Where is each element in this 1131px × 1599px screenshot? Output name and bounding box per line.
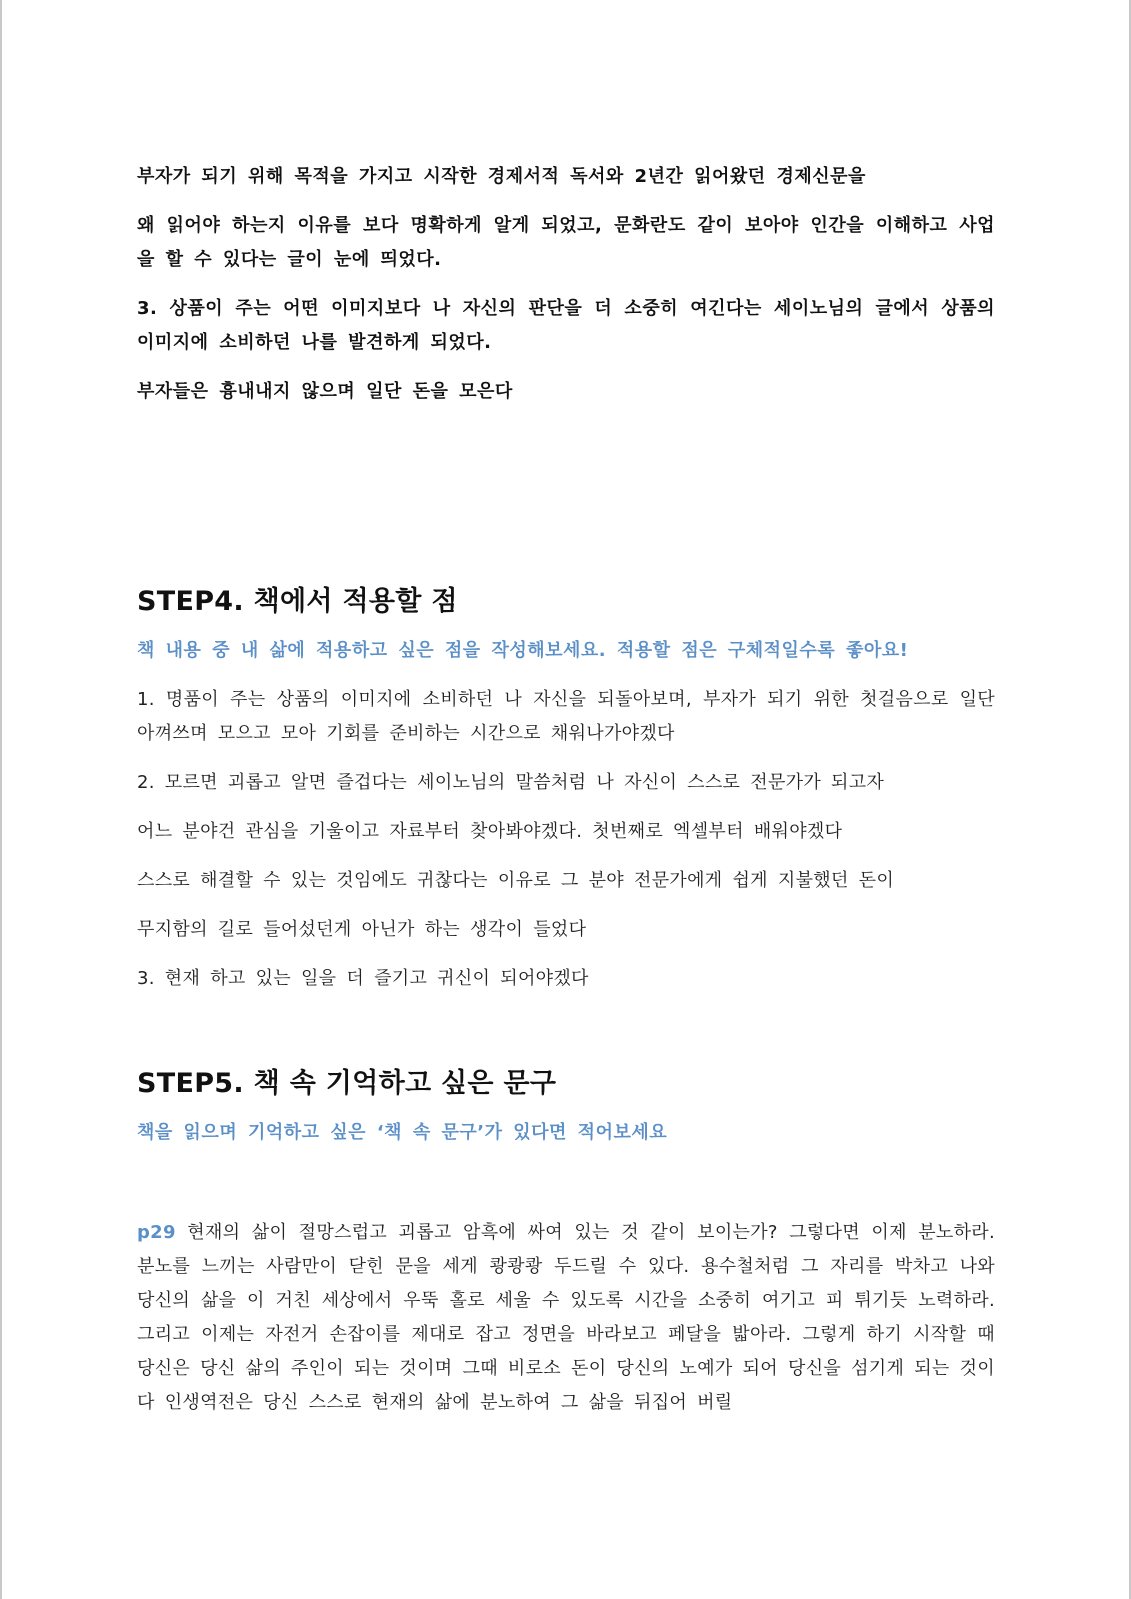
- paragraph: 3. 상품이 주는 어떤 이미지보다 나 자신의 판단을 더 소중히 여긴다는 세이노님의 글에서 상품의 이미지에 소비하던 나를 발견하게 되었다.: [137, 298, 995, 353]
- step5-title: STEP5. 책 속 기억하고 싶은 문구: [137, 1068, 557, 1099]
- quote-text: 현재의 삶이 절망스럽고 괴롭고 암흑에 싸여 있는 것 같이 보이는가? 그렇다면 이제 분노하라. 분노를 느끼는 사람만이 닫힌 문을 세게 쾅쾅쾅 두드릴 수 있다. 용수철처럼 그 자리를 박차고 나와 당신의 삶을 이 거친 세상에서 우뚝 홀로 세울 수 있도록 시간을 소중히 여기고 피 튀기듯 노력하라. 그리고 이제는 자전거 손잡이를 제대로 잡고 정면을 바라보고 페달을 밟아라. 그렇게 하기 시작할 때 당신은 당신 삶의 주인이 되는 것이며 그때 비로소 돈이 당신의 노예가 되어 당신을 섬기게 되는 것이다 인생역전은 당신 스스로 현재의 삶에 분노하여 그 삶을 뒤집어 버릴: [137, 1222, 995, 1413]
- step4-title: STEP4. 책에서 적용할 점: [137, 586, 458, 617]
- step5-subtitle: 책을 읽으며 기억하고 싶은 ‘책 속 문구’가 있다면 적어보세요: [137, 1122, 668, 1143]
- paragraph: 왜 읽어야 하는지 이유를 보다 명확하게 알게 되었고, 문화란도 같이 보아야 인간을 이해하고 사업을 할 수 있다는 글이 눈에 띄었다.: [137, 215, 995, 270]
- paragraph: 어느 분야건 관심을 기울이고 자료부터 찾아봐야겠다. 첫번째로 엑셀부터 배워야겠다: [137, 821, 843, 842]
- paragraph: 3. 현재 하고 있는 일을 더 즐기고 귀신이 되어야겠다: [137, 968, 589, 989]
- paragraph: 부자가 되기 위해 목적을 가지고 시작한 경제서적 독서와 2년간 읽어왔던 경제신문을: [137, 166, 866, 187]
- paragraph: 부자들은 흉내내지 않으며 일단 돈을 모은다: [137, 381, 513, 402]
- document-body: [137, 160, 995, 1420]
- paragraph: 무지함의 길로 들어섰던게 아닌가 하는 생각이 들었다: [137, 919, 587, 940]
- paragraph: 1. 명품이 주는 상품의 이미지에 소비하던 나 자신을 되돌아보며, 부자가 되기 위한 첫걸음으로 일단 아껴쓰며 모으고 모아 기회를 준비하는 시간으로 채워나가야겠다: [137, 689, 995, 744]
- quote-paragraph: [137, 1216, 995, 1420]
- paragraph: 2. 모르면 괴롭고 알면 즐겁다는 세이노님의 말씀처럼 나 자신이 스스로 전문가가 되고자: [137, 772, 885, 793]
- paragraph: 스스로 해결할 수 있는 것임에도 귀찮다는 이유로 그 분야 전문가에게 쉽게 지불했던 돈이: [137, 870, 895, 891]
- page-border-left: [0, 0, 2, 1599]
- page-reference: p29: [137, 1222, 176, 1243]
- step4-subtitle: 책 내용 중 내 삶에 적용하고 싶은 점을 작성해보세요. 적용할 점은 구체적일수록 좋아요!: [137, 640, 909, 661]
